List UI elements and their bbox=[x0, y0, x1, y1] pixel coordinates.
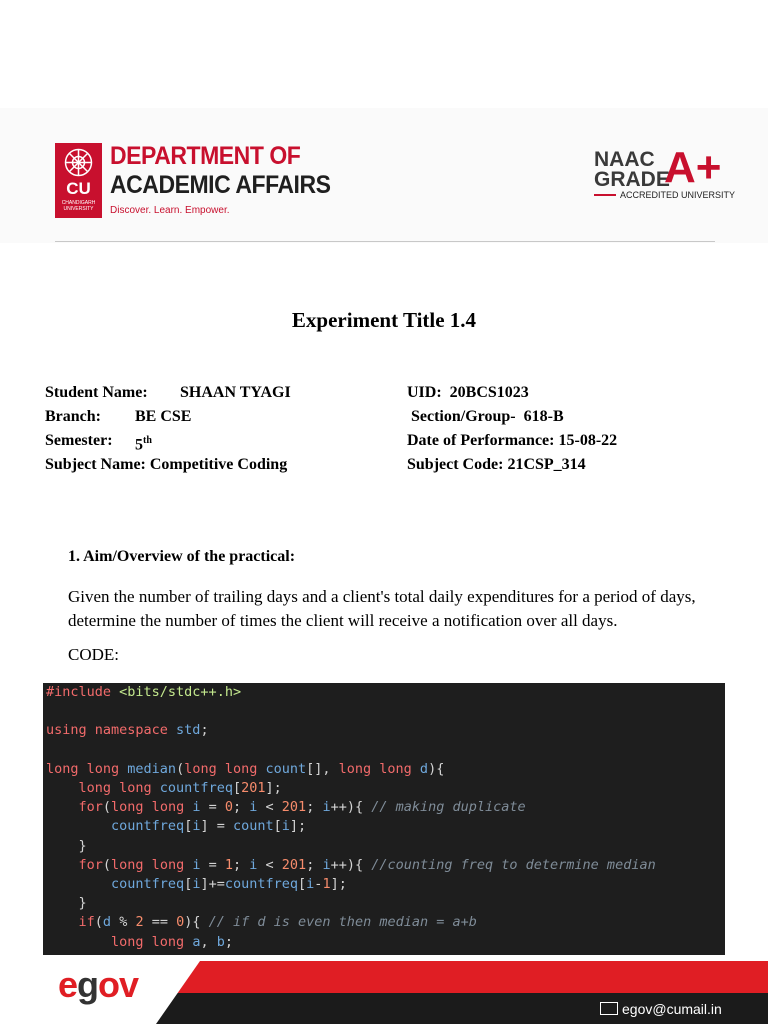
code-line: long long a, b; bbox=[111, 933, 233, 950]
accreditation-text: ACCREDITED UNIVERSITY bbox=[620, 190, 736, 200]
logo-text: CU bbox=[66, 179, 91, 198]
subject-code-row bbox=[407, 453, 586, 477]
department-title-line2: ACADEMIC AFFAIRS bbox=[110, 171, 331, 199]
code-block bbox=[43, 683, 725, 955]
aim-heading: 1. Aim/Overview of the practical: bbox=[68, 548, 296, 565]
code-line: } bbox=[46, 837, 87, 854]
grade-value: A+ bbox=[664, 143, 722, 192]
footer-email[interactable] bbox=[600, 1001, 722, 1017]
uid-row bbox=[407, 381, 529, 405]
semester-row bbox=[45, 429, 152, 454]
date-value: 15-08-22 bbox=[558, 432, 618, 449]
semester-suffix: th bbox=[143, 435, 152, 446]
university-logo bbox=[55, 143, 102, 218]
egov-logo bbox=[58, 964, 138, 1006]
subject-code-value: 21CSP_314 bbox=[507, 456, 586, 473]
section-label: Section/Group- bbox=[411, 408, 516, 425]
date-row bbox=[407, 429, 617, 453]
code-label: CODE: bbox=[68, 645, 119, 664]
department-title-line1: DEPARTMENT OF bbox=[110, 142, 301, 170]
university-emblem-icon bbox=[63, 147, 94, 178]
student-name-value: SHAAN TYAGI bbox=[180, 384, 291, 401]
uid-value: 20BCS1023 bbox=[449, 384, 529, 401]
subject-code-label: Subject Code: bbox=[407, 456, 504, 473]
code-line: } bbox=[46, 895, 87, 912]
mail-icon bbox=[600, 1002, 618, 1015]
egov-logo-e: e bbox=[58, 964, 78, 1005]
experiment-title: Experiment Title 1.4 bbox=[291, 308, 477, 332]
logo-subtext: CHANDIGARH UNIVERSITY bbox=[61, 200, 96, 212]
semester-value: 5 bbox=[135, 436, 143, 454]
subject-name-row bbox=[45, 453, 287, 477]
subject-name-label: Subject Name: bbox=[45, 456, 146, 473]
section-value: 618-B bbox=[523, 408, 564, 425]
code-content bbox=[43, 683, 725, 952]
date-label: Date of Performance: bbox=[407, 432, 555, 449]
grade-label: GRADE bbox=[594, 168, 670, 191]
aim-description: Given the number of trailing days and a client's total daily expenditures for a period of days, determine the number of times the client will receive a notification over all days. bbox=[68, 587, 696, 630]
code-line: using namespace std; bbox=[46, 722, 209, 739]
code-line: for(long long i = 0; i < 201; i++){ // making duplicate bbox=[78, 799, 526, 816]
student-name-label: Student Name: bbox=[45, 384, 148, 401]
code-line: long long median(long long count[], long long d){ bbox=[46, 760, 445, 777]
semester-label: Semester: bbox=[45, 432, 113, 449]
subject-name-value: Competitive Coding bbox=[149, 456, 288, 473]
egov-logo-ov: ov bbox=[98, 964, 139, 1005]
code-line: #include <bits/stdc++.h> bbox=[46, 684, 242, 700]
branch-label: Branch: bbox=[45, 408, 101, 425]
header-divider bbox=[55, 241, 715, 242]
section-row bbox=[411, 405, 564, 429]
uid-label: UID: bbox=[407, 384, 442, 401]
egov-logo-g: g bbox=[77, 964, 99, 1005]
code-line: if(d % 2 == 0){ // if d is even then median = a+b bbox=[78, 914, 477, 931]
code-line: long long countfreq[201]; bbox=[78, 780, 282, 797]
email-address[interactable]: egov@cumail.in bbox=[622, 1001, 722, 1017]
tagline: Discover. Learn. Empower. bbox=[110, 205, 230, 216]
naac-badge bbox=[594, 150, 670, 190]
branch-value: BE CSE bbox=[135, 408, 192, 425]
accreditation-divider bbox=[594, 194, 616, 196]
branch-row bbox=[45, 405, 192, 429]
naac-label: NAAC bbox=[594, 148, 655, 171]
code-line: for(long long i = 1; i < 201; i++){ //counting freq to determine median bbox=[78, 856, 656, 873]
code-line: countfreq[i]+=countfreq[i-1]; bbox=[111, 876, 347, 893]
code-line: countfreq[i] = count[i]; bbox=[111, 818, 307, 835]
student-name-row bbox=[45, 381, 291, 405]
